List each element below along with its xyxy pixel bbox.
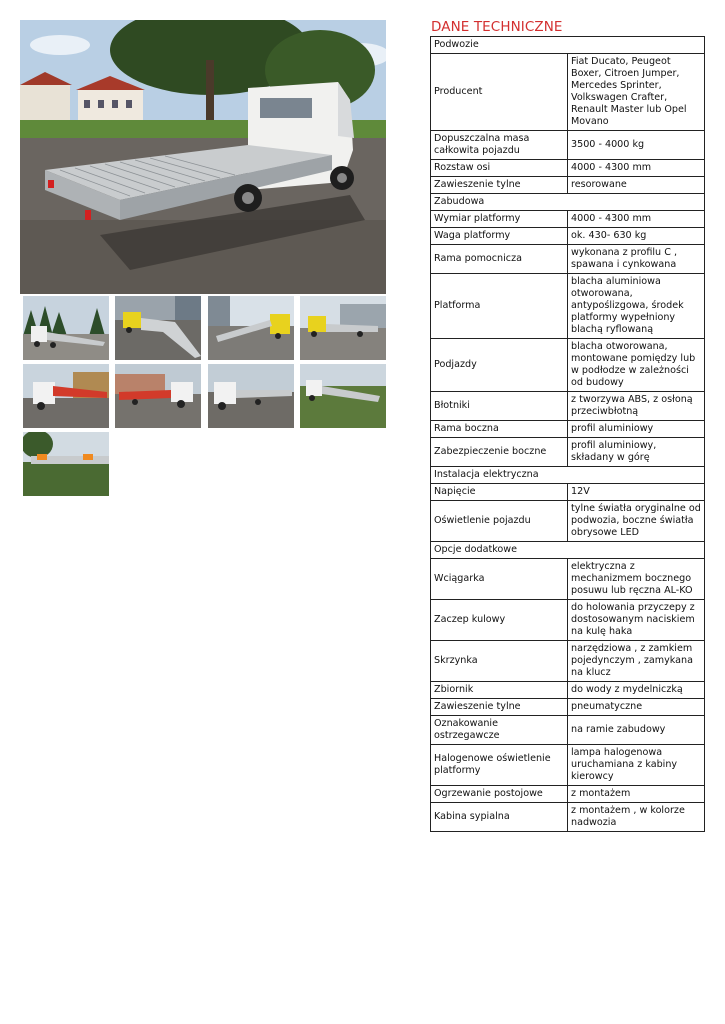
spec-row (431, 682, 705, 699)
spec-key: Producent (431, 54, 568, 131)
spec-key: Zawieszenie tylne (431, 177, 568, 194)
spec-value: pneumatyczne (568, 699, 705, 716)
thumbnail-3[interactable] (208, 296, 294, 360)
thumbnail-4[interactable] (300, 296, 386, 360)
spec-section-label: Instalacja elektryczna (431, 467, 705, 484)
spec-key: Rama boczna (431, 421, 568, 438)
thumbnail-5[interactable] (23, 364, 109, 428)
spec-key: Platforma (431, 274, 568, 339)
spec-value: ok. 430- 630 kg (568, 228, 705, 245)
spec-row (431, 274, 705, 339)
spec-row (431, 786, 705, 803)
spec-row (431, 160, 705, 177)
spec-row (431, 421, 705, 438)
spec-row (431, 245, 705, 274)
spec-key: Rozstaw osi (431, 160, 568, 177)
spec-key: Kabina sypialna (431, 803, 568, 832)
thumbnail-8[interactable] (300, 364, 386, 428)
spec-section-row (431, 37, 705, 54)
spec-row (431, 641, 705, 682)
spec-key: Zabezpieczenie boczne (431, 438, 568, 467)
spec-key: Dopuszczalna masa całkowita pojazdu (431, 131, 568, 160)
spec-value: z montażem (568, 786, 705, 803)
spec-value: na ramie zabudowy (568, 716, 705, 745)
spec-key: Błotniki (431, 392, 568, 421)
spec-key: Skrzynka (431, 641, 568, 682)
spec-section-label: Zabudowa (431, 194, 705, 211)
spec-table-body (431, 37, 705, 832)
spec-value: elektryczna z mechanizmem bocznego posuwu lub ręczna AL-KO (568, 559, 705, 600)
spec-title: DANE TECHNICZNE (431, 19, 563, 35)
thumbnail-6[interactable] (115, 364, 201, 428)
thumbnail-9[interactable] (23, 432, 109, 496)
spec-value: profil aluminiowy, składany w górę (568, 438, 705, 467)
spec-value: blacha aluminiowa otworowana, antypoślizgowa, środek platformy wypełniony blachą ryflowaną (568, 274, 705, 339)
spec-row (431, 803, 705, 832)
main-photo (20, 20, 386, 294)
spec-row (431, 211, 705, 228)
spec-row (431, 484, 705, 501)
spec-row (431, 339, 705, 392)
spec-row (431, 228, 705, 245)
spec-value: lampa halogenowa uruchamiana z kabiny kierowcy (568, 745, 705, 786)
spec-key: Oświetlenie pojazdu (431, 501, 568, 542)
spec-value: z tworzywa ABS, z osłoną przeciwbłotną (568, 392, 705, 421)
thumbnail-2[interactable] (115, 296, 201, 360)
spec-row (431, 438, 705, 467)
spec-row (431, 600, 705, 641)
spec-value: tylne światła oryginalne od podwozia, boczne światła obrysowe LED (568, 501, 705, 542)
spec-value: resorowane (568, 177, 705, 194)
spec-key: Wciągarka (431, 559, 568, 600)
spec-row (431, 501, 705, 542)
spec-row (431, 392, 705, 421)
spec-value: profil aluminiowy (568, 421, 705, 438)
spec-value: 3500 - 4000 kg (568, 131, 705, 160)
spec-value: wykonana z profilu C , spawana i cynkowana (568, 245, 705, 274)
spec-row (431, 745, 705, 786)
spec-key: Zbiornik (431, 682, 568, 699)
spec-row (431, 716, 705, 745)
spec-key: Wymiar platformy (431, 211, 568, 228)
spec-row (431, 559, 705, 600)
spec-value: Fiat Ducato, Peugeot Boxer, Citroen Jumper, Mercedes Sprinter, Volkswagen Crafter, Renault Master lub Opel Movano (568, 54, 705, 131)
thumbnail-7[interactable] (208, 364, 294, 428)
spec-key: Oznakowanie ostrzegawcze (431, 716, 568, 745)
spec-value: 12V (568, 484, 705, 501)
spec-row (431, 131, 705, 160)
spec-table (430, 36, 705, 832)
spec-value: blacha otworowana, montowane pomiędzy lub w podłodze w zależności od budowy (568, 339, 705, 392)
thumbnail-1[interactable] (23, 296, 109, 360)
spec-section-row (431, 467, 705, 484)
spec-value: narzędziowa , z zamkiem pojedynczym , zamykana na klucz (568, 641, 705, 682)
tow-truck-photo-illustration (20, 20, 386, 294)
spec-key: Halogenowe oświetlenie platformy (431, 745, 568, 786)
spec-value: do wody z mydelniczką (568, 682, 705, 699)
spec-section-label: Podwozie (431, 37, 705, 54)
spec-key: Ogrzewanie postojowe (431, 786, 568, 803)
spec-key: Podjazdy (431, 339, 568, 392)
spec-value: do holowania przyczepy z dostosowanym naciskiem na kulę haka (568, 600, 705, 641)
spec-value: z montażem , w kolorze nadwozia (568, 803, 705, 832)
spec-value: 4000 - 4300 mm (568, 160, 705, 177)
spec-section-label: Opcje dodatkowe (431, 542, 705, 559)
spec-key: Zaczep kulowy (431, 600, 568, 641)
spec-key: Waga platformy (431, 228, 568, 245)
spec-key: Rama pomocnicza (431, 245, 568, 274)
spec-section-row (431, 194, 705, 211)
spec-key: Zawieszenie tylne (431, 699, 568, 716)
spec-row (431, 699, 705, 716)
spec-value: 4000 - 4300 mm (568, 211, 705, 228)
spec-row (431, 54, 705, 131)
spec-key: Napięcie (431, 484, 568, 501)
spec-section-row (431, 542, 705, 559)
spec-row (431, 177, 705, 194)
